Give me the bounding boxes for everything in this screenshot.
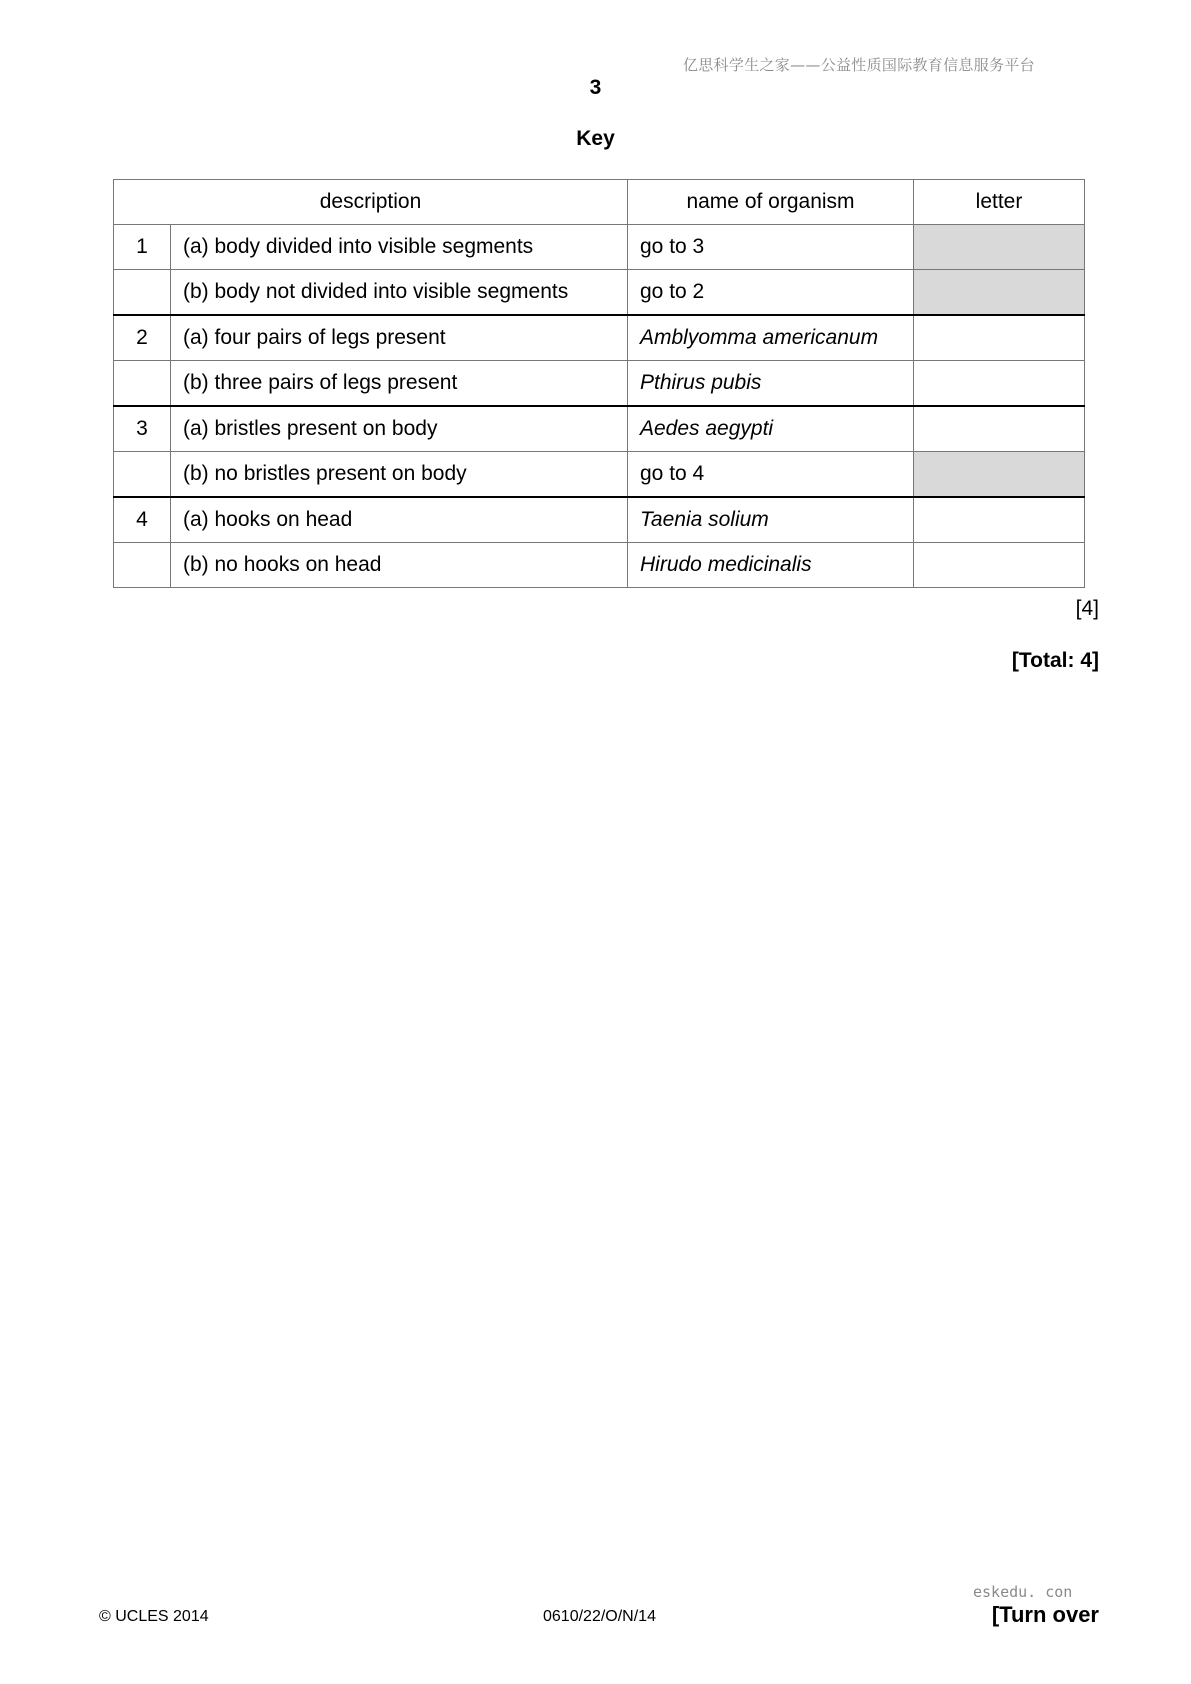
organism-cell: go to 4	[628, 452, 914, 498]
organism-cell: Aedes aegypti	[628, 406, 914, 452]
table-row	[114, 452, 1085, 498]
dichotomous-key-table	[113, 179, 1085, 588]
footer-copyright: © UCLES 2014	[99, 1608, 209, 1625]
table-row	[114, 497, 1085, 543]
table-header-row	[114, 180, 1085, 225]
step-number: 3	[114, 406, 171, 452]
footer-turn-over: [Turn over	[991, 1602, 1099, 1627]
letter-answer-cell[interactable]	[914, 406, 1085, 452]
letter-cell-shaded	[914, 452, 1085, 498]
watermark-top: 亿思科学生之家——公益性质国际教育信息服务平台	[683, 56, 1035, 74]
organism-cell: Hirudo medicinalis	[628, 543, 914, 588]
watermark-bottom: eskedu. con	[973, 1583, 1073, 1601]
header-letter: letter	[914, 180, 1085, 225]
step-number	[114, 543, 171, 588]
page-number: 3	[589, 76, 602, 99]
table-row	[114, 270, 1085, 316]
letter-cell-shaded	[914, 270, 1085, 316]
letter-cell-shaded	[914, 225, 1085, 270]
organism-cell: Taenia solium	[628, 497, 914, 543]
organism-cell: go to 3	[628, 225, 914, 270]
letter-answer-cell[interactable]	[914, 315, 1085, 361]
step-description: (a) body divided into visible segments	[171, 225, 628, 270]
total-marks: [Total: 4]	[1011, 649, 1099, 672]
letter-answer-cell[interactable]	[914, 543, 1085, 588]
step-number	[114, 452, 171, 498]
letter-answer-cell[interactable]	[914, 497, 1085, 543]
header-organism: name of organism	[628, 180, 914, 225]
table-row	[114, 543, 1085, 588]
marks-label: [4]	[1075, 597, 1099, 620]
letter-answer-cell[interactable]	[914, 361, 1085, 407]
step-number	[114, 361, 171, 407]
key-heading: Key	[576, 127, 615, 150]
footer-paper-code: 0610/22/O/N/14	[543, 1608, 656, 1625]
step-description: (b) three pairs of legs present	[171, 361, 628, 407]
table-row	[114, 315, 1085, 361]
step-description: (b) no hooks on head	[171, 543, 628, 588]
step-number: 4	[114, 497, 171, 543]
organism-cell: Amblyomma americanum	[628, 315, 914, 361]
organism-cell: Pthirus pubis	[628, 361, 914, 407]
table-row	[114, 406, 1085, 452]
step-description: (a) bristles present on body	[171, 406, 628, 452]
table-row	[114, 361, 1085, 407]
header-description: description	[114, 180, 628, 225]
table-row	[114, 225, 1085, 270]
organism-cell: go to 2	[628, 270, 914, 316]
step-description: (a) four pairs of legs present	[171, 315, 628, 361]
step-number: 2	[114, 315, 171, 361]
step-description: (b) no bristles present on body	[171, 452, 628, 498]
step-description: (a) hooks on head	[171, 497, 628, 543]
step-number: 1	[114, 225, 171, 270]
step-description: (b) body not divided into visible segments	[171, 270, 628, 316]
step-number	[114, 270, 171, 316]
